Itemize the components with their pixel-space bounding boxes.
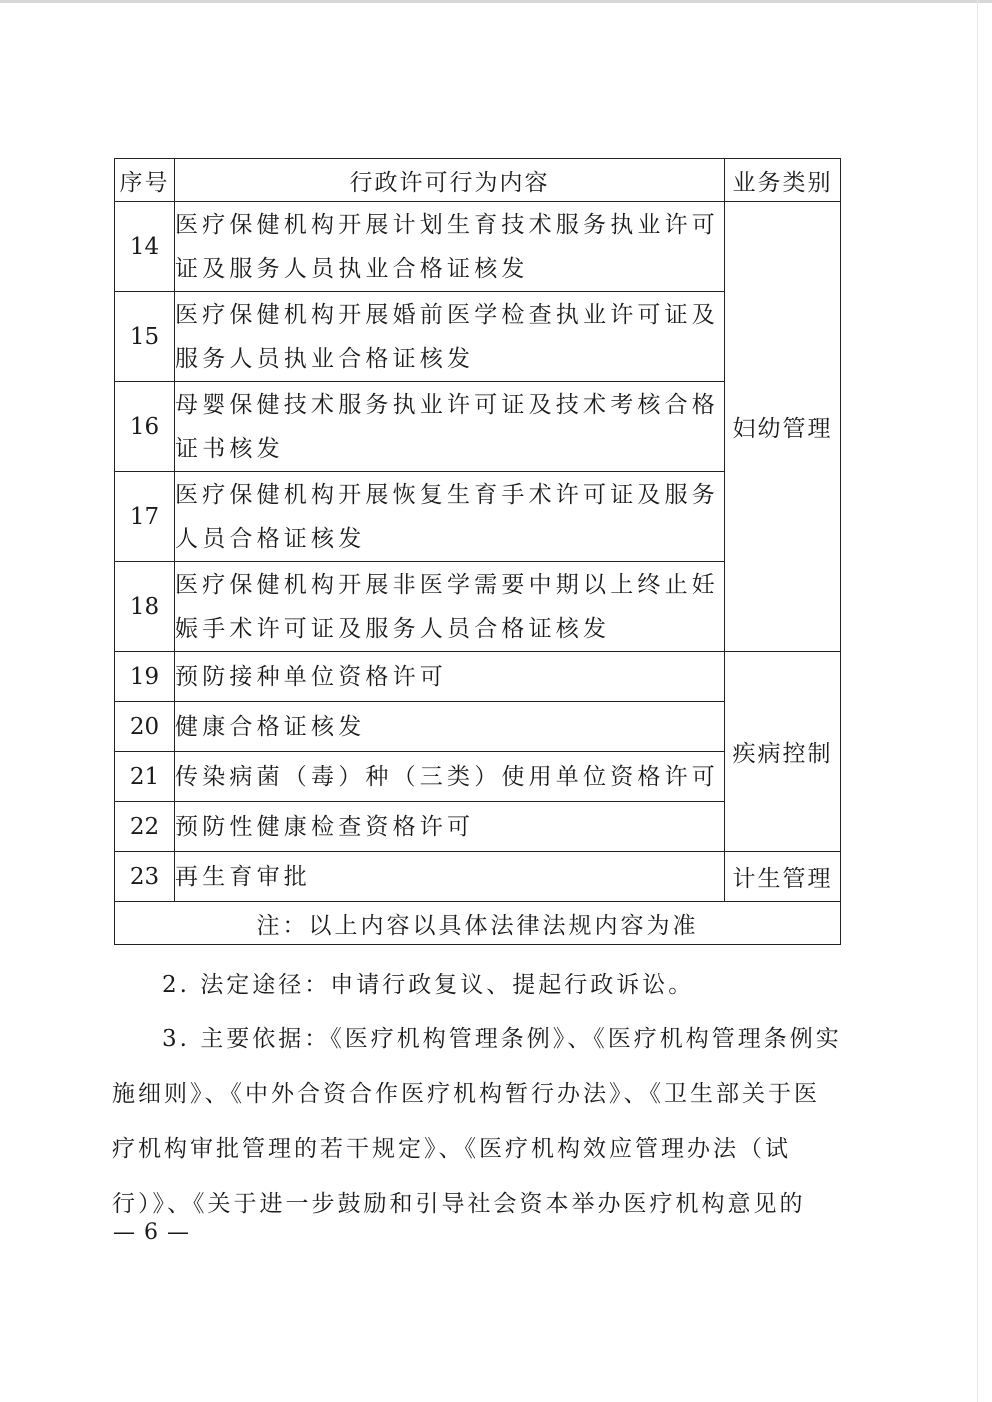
row-content: 医疗保健机构开展恢复生育手术许可证及服务人员合格证核发 — [175, 472, 725, 562]
row-number: 14 — [115, 202, 175, 292]
header-content: 行政许可行为内容 — [175, 159, 725, 202]
row-number: 18 — [115, 562, 175, 652]
scan-edge-right — [977, 0, 978, 1402]
category-cell: 疾病控制 — [725, 652, 841, 852]
table-row — [115, 202, 841, 292]
category-cell: 计生管理 — [725, 852, 841, 902]
row-content: 预防接种单位资格许可 — [175, 652, 725, 702]
row-number: 21 — [115, 752, 175, 802]
paragraph-legal-channel: 2. 法定途径：申请行政复议、提起行政诉讼。 — [162, 972, 695, 998]
row-content: 再生育审批 — [175, 852, 725, 902]
table-row — [115, 652, 841, 702]
row-number: 23 — [115, 852, 175, 902]
row-number: 19 — [115, 652, 175, 702]
category-cell: 妇幼管理 — [725, 202, 841, 652]
row-number: 15 — [115, 292, 175, 382]
header-no: 序号 — [115, 159, 175, 202]
row-content: 医疗保健机构开展非医学需要中期以上终止妊娠手术许可证及服务人员合格证核发 — [175, 562, 725, 652]
scan-edge-top — [0, 0, 992, 3]
table-note: 注：以上内容以具体法律法规内容为准 — [115, 902, 841, 945]
row-content: 预防性健康检查资格许可 — [175, 802, 725, 852]
row-content: 健康合格证核发 — [175, 702, 725, 752]
page-number: — 6 — — [113, 1220, 190, 1245]
row-content: 传染病菌（毒）种（三类）使用单位资格许可 — [175, 752, 725, 802]
row-content: 医疗保健机构开展计划生育技术服务执业许可证及服务人员执业合格证核发 — [175, 202, 725, 292]
paragraph-main-basis: 3. 主要依据：《医疗机构管理条例》、《医疗机构管理条例实施细则》、《中外合资合作医疗机构暂行办法》、《卫生部关于医疗机构审批管理的若干规定》、《医疗机构效应管理办法（试行）》、《关于进一步鼓励和引导社会资本举办医疗机构意见的 — [112, 1026, 842, 1217]
table-note-row — [115, 902, 841, 945]
row-content: 母婴保健技术服务执业许可证及技术考核合格证书核发 — [175, 382, 725, 472]
header-category: 业务类别 — [725, 159, 841, 202]
row-content: 医疗保健机构开展婚前医学检查执业许可证及服务人员执业合格证核发 — [175, 292, 725, 382]
row-number: 17 — [115, 472, 175, 562]
table-row — [115, 852, 841, 902]
row-number: 16 — [115, 382, 175, 472]
permit-table — [114, 158, 841, 945]
row-number: 22 — [115, 802, 175, 852]
table-header-row — [115, 159, 841, 202]
row-number: 20 — [115, 702, 175, 752]
